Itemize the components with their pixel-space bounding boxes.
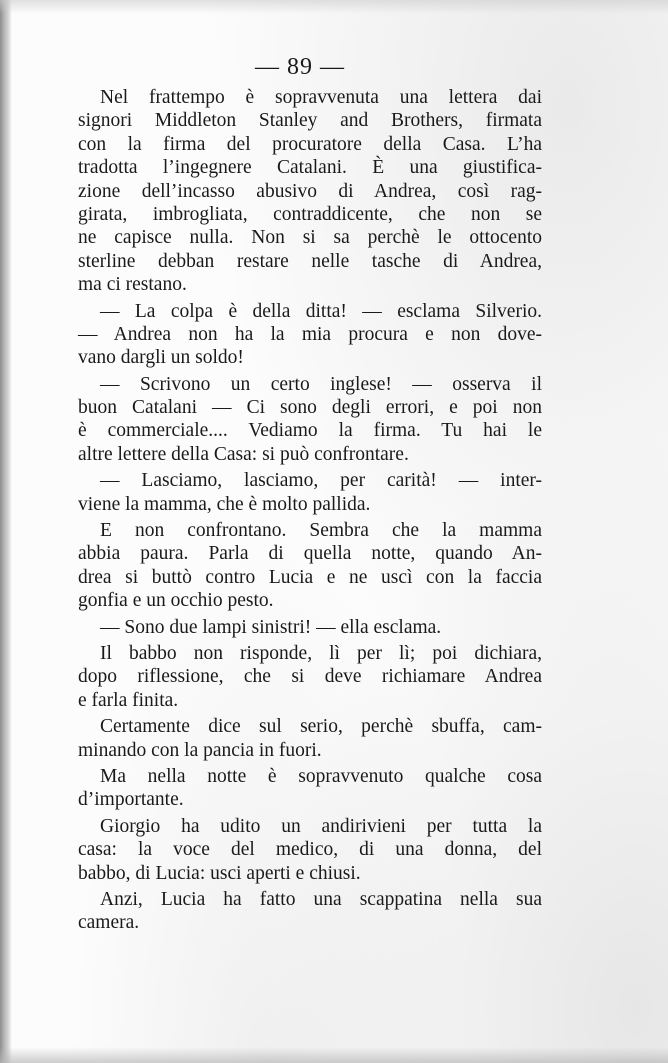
page-top-edge [0,0,668,14]
text-line: casa: la voce del medico, di una donna, del [78,839,542,861]
text-line: Anzi, Lucia ha fatto una scappatina nella sua [100,888,542,910]
text-line: ne capisce nulla. Non si sa perchè le ottocento [78,227,542,249]
text-line: con la firma del procuratore della Casa. L’ha [78,133,542,155]
text-line: drea si buttò contro Lucia e ne uscì con la faccia [78,566,542,588]
paragraph [78,373,542,467]
text-line: — Scrivono un certo inglese! — osserva il [100,373,542,395]
text-line: Nel frattempo è sopravvenuta una lettera dai [100,87,542,108]
text-line: vano dargli un soldo! [78,347,244,369]
paragraph [78,815,542,885]
text-line: sterline debban restare nelle tasche di Andrea, [78,250,542,272]
paragraph [78,469,542,516]
text-line: — Andrea non ha la mia procura e non dove- [78,323,542,345]
text-line: — Sono due lampi sinistri! — ella esclama. [100,616,442,638]
text-line: Certamente dice sul serio, perchè sbuffa, cam- [100,716,542,738]
paragraph [78,519,542,613]
text-line: tradotta l’ingegnere Catalani. È una giustifica- [78,157,542,179]
text-line: Il babbo non risponde, lì per lì; poi dichiara, [100,642,542,664]
text-line: altre lettere della Casa: si può confrontare. [78,443,409,465]
text-line: minando con la pancia in fuori. [78,739,322,761]
text-line: — Lasciamo, lasciamo, per carità! — inter- [100,470,542,492]
text-line: abbia paura. Parla di quella notte, quando An- [78,543,542,565]
body-text [78,86,542,935]
text-line: zione dell’incasso abusivo di Andrea, così rag- [78,180,542,202]
text-line: signori Middleton Stanley and Brothers, firmata [78,110,542,132]
paragraph [78,300,542,370]
text-line: e farla finita. [78,689,179,711]
paragraph [78,86,542,297]
page-number: — 89 — [255,54,345,80]
book-spine-shadow [0,0,12,1063]
text-line: — La colpa è della ditta! — esclama Silverio. [100,300,542,322]
text-line: buon Catalani — Ci sono degli errori, e poi non [78,397,542,419]
text-line: Ma nella notte è sopravvenuto qualche cosa [100,765,542,787]
paragraph [78,616,542,639]
text-line: babbo, di Lucia: usci aperti e chiusi. [78,862,361,884]
text-line: dopo riflessione, che si deve richiamare Andrea [78,666,542,688]
text-line: ma ci restano. [78,274,187,296]
page-bottom-edge [0,1047,668,1063]
text-line: E non confrontano. Sembra che la mamma [100,520,542,542]
text-line: viene la mamma, che è molto pallida. [78,493,371,515]
text-line: Giorgio ha udito un andirivieni per tutta la [100,815,542,837]
text-line: è commerciale.... Vediamo la firma. Tu hai le [78,420,542,442]
paragraph [78,715,542,762]
text-line: girata, imbrogliata, contraddicente, che non se [78,203,542,225]
text-line: gonfia e un occhio pesto. [78,590,274,612]
paragraph [78,888,542,935]
paragraph [78,642,542,712]
paragraph [78,765,542,812]
text-line: d’importante. [78,789,184,811]
text-line: camera. [78,912,140,934]
